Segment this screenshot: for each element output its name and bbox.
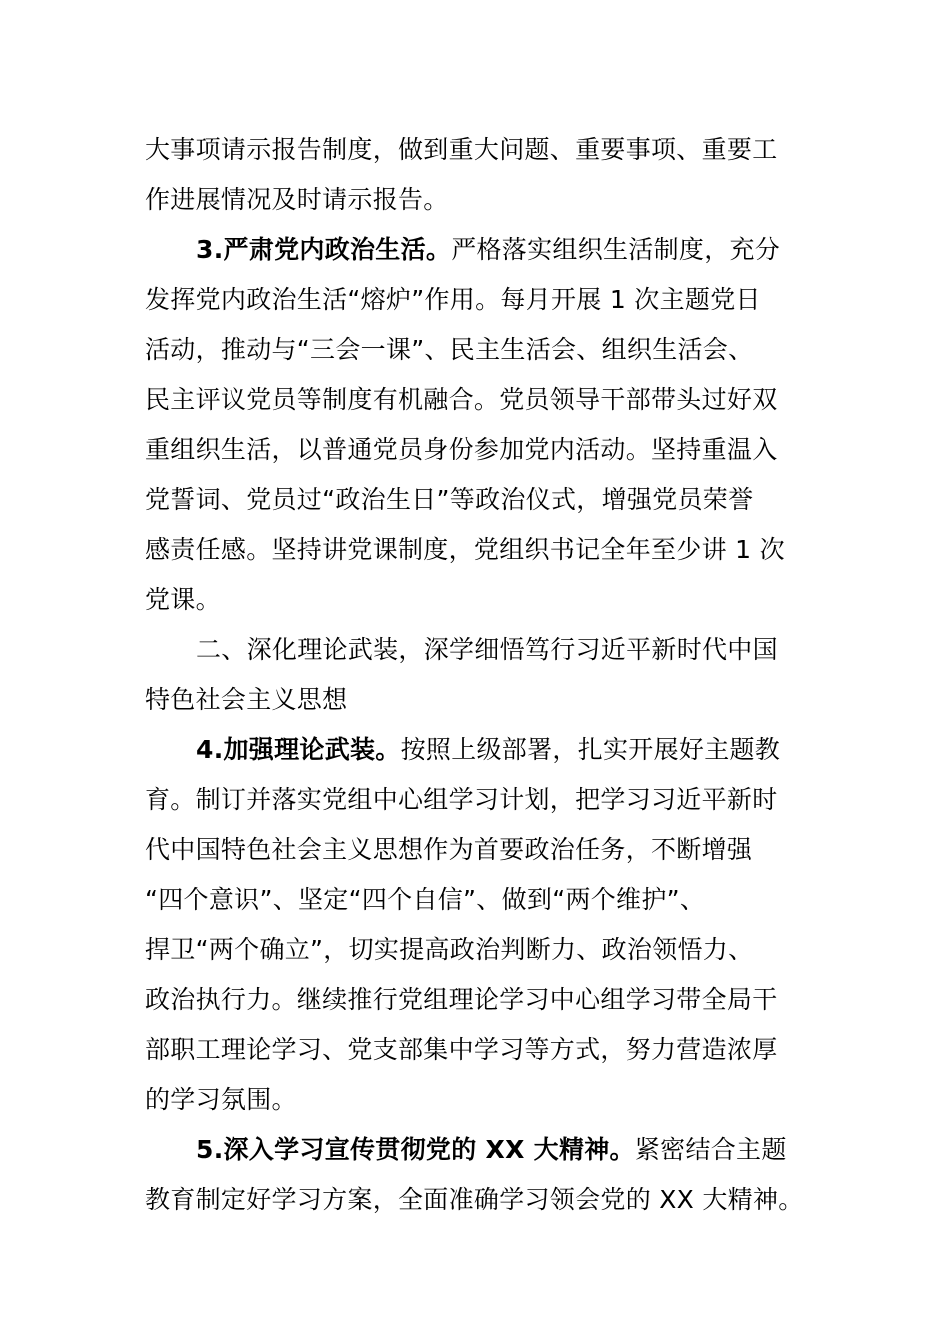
bold-heading: 4.加强理论武装。 xyxy=(196,735,401,764)
line-text: 党誓词、党员过“政治生日”等政治仪式，增强党员荣誉 xyxy=(145,485,754,514)
line-text: 作进展情况及时请示报告。 xyxy=(145,185,449,214)
line-text: 代中国特色社会主义思想作为首要政治任务，不断增强 xyxy=(145,835,753,864)
text-line-2 xyxy=(145,180,805,220)
line-text: 按照上级部署，扎实开展好主题教 xyxy=(400,735,781,764)
section-heading xyxy=(196,630,806,670)
line-text: 紧密结合主题 xyxy=(634,1135,787,1164)
line-text: 民主评议党员等制度有机融合。党员领导干部带头过好双 xyxy=(145,385,778,414)
text-line-15 xyxy=(145,830,805,870)
text-line-5 xyxy=(145,330,805,370)
text-line-22 xyxy=(145,1180,805,1220)
text-line-20 xyxy=(145,1080,805,1120)
line-text: 的学习氛围。 xyxy=(145,1085,297,1114)
line-text: 部职工理论学习、党支部集中学习等方式，努力营造浓厚 xyxy=(145,1035,778,1064)
line-text: 感责任感。坚持讲党课制度，党组织书记全年至少讲 1 次 xyxy=(145,535,785,564)
line-text: 严格落实组织生活制度，充分 xyxy=(451,235,781,264)
text-line-18 xyxy=(145,980,805,1020)
text-line-7 xyxy=(145,430,805,470)
paragraph-5-heading xyxy=(196,1130,806,1170)
line-text: 发挥党内政治生活“熔炉”作用。每月开展 1 次主题党日 xyxy=(145,285,761,314)
paragraph-4-heading xyxy=(196,730,806,770)
text-line-16 xyxy=(145,880,805,920)
line-text: 活动，推动与“三会一课”、民主生活会、组织生活会、 xyxy=(145,335,754,364)
line-text: 捍卫“两个确立”，切实提高政治判断力、政治领悟力、 xyxy=(145,935,754,964)
text-line-1 xyxy=(145,130,805,170)
line-text: 二、深化理论武装，深学细悟笃行习近平新时代中国 xyxy=(196,635,778,664)
text-line-6 xyxy=(145,380,805,420)
line-text: 教育制定好学习方案，全面准确学习领会党的 XX 大精神。 xyxy=(145,1185,804,1214)
paragraph-3-heading xyxy=(196,230,806,270)
text-line-4 xyxy=(145,280,805,320)
line-text: 党课。 xyxy=(145,585,221,614)
line-text: “四个意识”、坚定“四个自信”、做到“两个维护”、 xyxy=(145,885,706,914)
text-line-10 xyxy=(145,580,805,620)
text-line-19 xyxy=(145,1030,805,1070)
line-text: 育。制订并落实党组中心组学习计划，把学习习近平新时 xyxy=(145,785,778,814)
line-text: 政治执行力。继续推行党组理论学习中心组学习带全局干 xyxy=(145,985,778,1014)
text-line-12 xyxy=(145,680,805,720)
bold-heading: 5.深入学习宣传贯彻党的 XX 大精神。 xyxy=(196,1135,635,1164)
line-text: 重组织生活，以普通党员身份参加党内活动。坚持重温入 xyxy=(145,435,778,464)
line-text: 大事项请示报告制度，做到重大问题、重要事项、重要工 xyxy=(145,135,778,164)
text-line-8 xyxy=(145,480,805,520)
bold-heading: 3.严肃党内政治生活。 xyxy=(196,235,452,264)
text-line-14 xyxy=(145,780,805,820)
line-text: 特色社会主义思想 xyxy=(145,685,348,714)
text-line-17 xyxy=(145,930,805,970)
text-line-9 xyxy=(145,530,805,570)
